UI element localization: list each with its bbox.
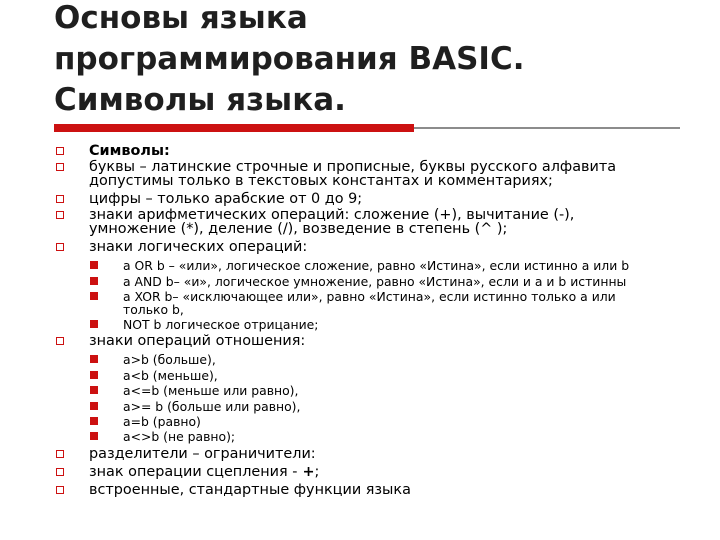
hollow-square-bullet-icon (56, 195, 64, 203)
filled-square-bullet-icon (90, 277, 98, 285)
filled-square-bullet-icon (90, 417, 98, 425)
item-text: Символы: (89, 143, 170, 159)
filled-square-bullet-icon (90, 371, 98, 379)
filled-square-bullet-icon (90, 432, 98, 440)
sub-item-text: a<=b (меньше или равно), (123, 383, 299, 398)
item-text: цифры – только арабские от 0 до 9; (89, 191, 363, 207)
slide-title (54, 0, 694, 121)
hollow-square-bullet-icon (56, 450, 64, 458)
item-text: знаки операций отношения: (89, 333, 306, 349)
title-underline-red (54, 124, 414, 132)
item-text: знаки логических операций: (89, 239, 308, 255)
hollow-square-bullet-icon (56, 337, 64, 345)
sub-item-text: a>= b (больше или равно), (123, 399, 301, 414)
filled-square-bullet-icon (90, 261, 98, 269)
hollow-square-bullet-icon (56, 468, 64, 476)
item-text: знаки арифметических операций: сложение (+), вычитание (-), (89, 207, 575, 223)
sub-item-text: a=b (равно) (123, 414, 201, 429)
sub-item-text: a>b (больше), (123, 352, 216, 367)
sub-item-text: a OR b – «или», логическое сложение, равно «Истина», если истинно a или b (123, 258, 630, 273)
hollow-square-bullet-icon (56, 211, 64, 219)
title-line: программирования BASIC. (54, 41, 525, 77)
item-text: буквы – латинские строчные и прописные, буквы русского алфавита (89, 159, 617, 175)
title-underline-gray (414, 127, 680, 129)
item-text: допустимы только в текстовых константах и комментариях; (89, 173, 553, 189)
sub-item-text: a<>b (не равно); (123, 429, 236, 444)
sub-item-text: только b, (123, 302, 184, 317)
title-line: Основы языка (54, 0, 308, 36)
item-text: разделители – ограничители: (89, 446, 316, 462)
filled-square-bullet-icon (90, 320, 98, 328)
hollow-square-bullet-icon (56, 486, 64, 494)
sub-item-text: a XOR b– «исключающее или», равно «Истина», если истинно только a или (123, 289, 616, 304)
item-text: умножение (*), деление (/), возведение в степень (^ ); (89, 221, 508, 237)
sub-item-text: a<b (меньше), (123, 368, 218, 383)
sub-item-text: NOT b логическое отрицание; (123, 317, 319, 332)
hollow-square-bullet-icon (56, 147, 64, 155)
filled-square-bullet-icon (90, 292, 98, 300)
sub-item-text: a AND b– «и», логическое умножение, равно «Истина», если и a и b истинны (123, 274, 627, 289)
filled-square-bullet-icon (90, 386, 98, 394)
filled-square-bullet-icon (90, 355, 98, 363)
item-text: знак операции сцепления - +; (89, 464, 320, 480)
hollow-square-bullet-icon (56, 243, 64, 251)
title-line: Символы языка. (54, 82, 346, 118)
hollow-square-bullet-icon (56, 163, 64, 171)
item-text: встроенные, стандартные функции языка (89, 482, 411, 498)
filled-square-bullet-icon (90, 402, 98, 410)
